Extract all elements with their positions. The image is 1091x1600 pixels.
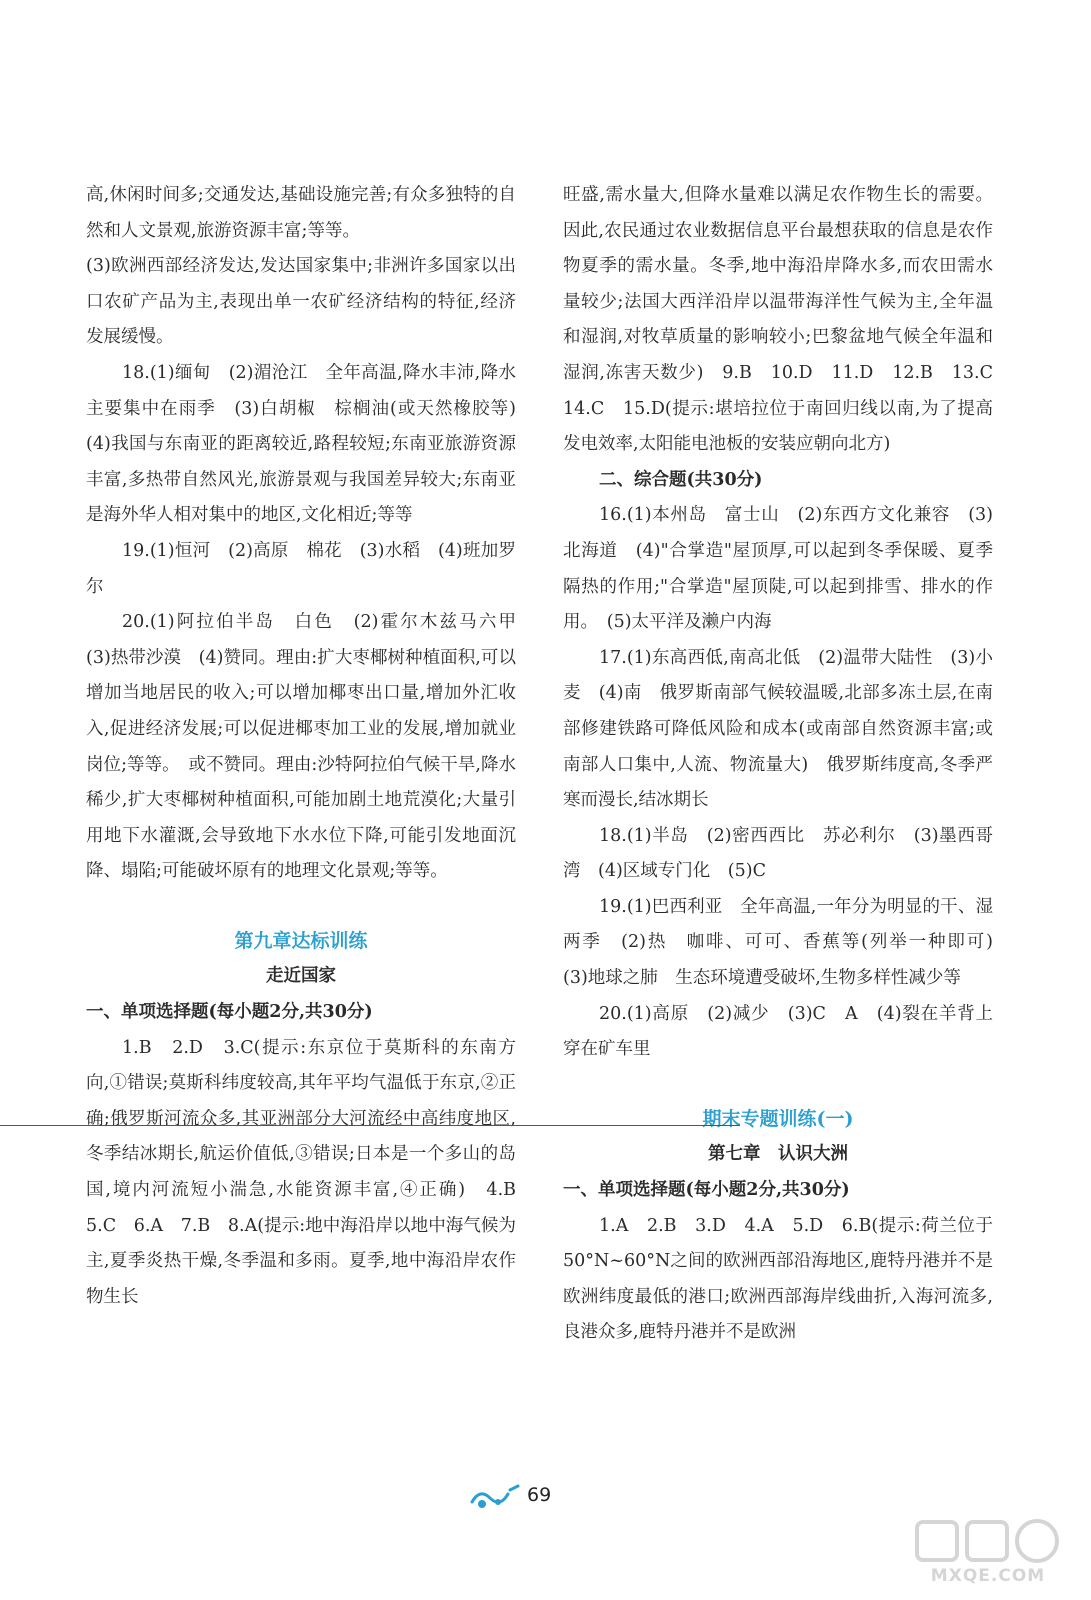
section-subtitle-chapter-7: 第七章 认识大洲 <box>708 1144 848 1165</box>
left-column <box>86 178 534 1315</box>
answer-20: 20.(1)阿拉伯半岛 白色 (2)霍尔木兹马六甲 (3)热带沙漠 (4)赞同。理由:扩大枣椰树种植面积,可以增加当地居民的收入;可以增加椰枣出口量,增加外汇收入,促进经济发展;可以促进椰枣加工业的发展,增加就业岗位;等等。 或不赞同。理由:沙特阿拉伯气候干旱,降水稀少,扩大枣椰树种植面积,可能加剧土地荒漠化;大量引用地下水灌溉,会导致地下水水位下降,可能引发地面沉降、塌陷;可能破坏原有的地理文化景观;等等。 <box>86 612 534 882</box>
section-title-final-training: 期末专题训练(一) <box>702 1107 854 1130</box>
section-label-single-choice-2: 一、单项选择题(每小题2分,共30分) <box>563 1180 850 1201</box>
answer-18-right: 18.(1)半岛 (2)密西西比 苏必利尔 (3)墨西哥湾 (4)区域专门化 (5)C <box>563 825 993 882</box>
page-footer <box>0 1480 1091 1520</box>
horizontal-rule <box>0 1125 740 1126</box>
answer-19-right: 19.(1)巴西利亚 全年高温,一年分为明显的干、湿两季 (2)热 咖啡、可可、香蕉等(列举一种即可) (3)地球之肺 生态环境遭受破坏,生物多样性减少等 <box>563 896 1011 989</box>
answer-20-right: 20.(1)高原 (2)减少 (3)C A (4)裂在羊背上 穿在矿车里 <box>563 1003 1011 1060</box>
footer-ornament-icon <box>470 1482 522 1512</box>
answer-17: 17.(1)东高西低,南高北低 (2)温带大陆性 (3)小麦 (4)南 俄罗斯南部气候较温暖,北部多冻土层,在南部修建铁路可降低风险和成本(或南部自然资源丰富;或南部人口集中,人流、物流量大) 俄罗斯纬度高,冬季严寒而漫长,结冰期长 <box>563 647 993 811</box>
answer-19: 19.(1)恒河 (2)高原 棉花 (3)水稻 (4)班加罗尔 <box>86 540 516 597</box>
section-title-chapter-9: 第九章达标训练 <box>234 929 368 952</box>
answers-1-8: 1.B 2.D 3.C(提示:东京位于莫斯科的东南方向,①错误;莫斯科纬度较高,其年平均气温低于东京,②正确;俄罗斯河流众多,其亚洲部分大河流经中高纬度地区,冬季结冰期长,航运价值低,③错误;日本是一个多山的岛国,境内河流短小湍急,水能资源丰富,④正确) 4.B 5.C 6.A 7.B 8.A(提示:地中海沿岸以地中海气候为主,夏季炎热干燥,冬季温和多雨。夏季,地中海沿岸农作物生长 <box>86 1037 534 1307</box>
right-column <box>563 178 1011 1351</box>
watermark-emblem-icon <box>913 1516 1063 1566</box>
watermark-text: MXQE.COM <box>930 1566 1046 1586</box>
right-paragraph-1: 旺盛,需水量大,但降水量难以满足农作物生长的需要。因此,农民通过农业数据信息平台最想获取的信息是农作物夏季的需水量。冬季,地中海沿岸降水多,而农田需水量较少;法国大西洋沿岸以温带海洋性气候为主,全年温和湿润,对牧草质量的影响较小;巴黎盆地气候全年温和湿润,冻害天数少) 9.B 10.D 11.D 12.B 13.C 14.C 15.D(提示:堪培拉位于南回归线以南,为了提高发电效率,太阳能电池板的安装应朝向北方) <box>563 185 1011 455</box>
left-paragraph-2: (3)欧洲西部经济发达,发达国家集中;非洲许多国家以出口农矿产品为主,表现出单一农矿经济结构的特征,经济发展缓慢。 <box>86 256 516 348</box>
answer-16: 16.(1)本州岛 富士山 (2)东西方文化兼容 (3)北海道 (4)"合掌造"屋顶厚,可以起到冬季保暖、夏季隔热的作用;"合掌造"屋顶陡,可以起到排雪、排水的作用。 (5)太平洋及濑户内海 <box>563 505 993 633</box>
section-label-single-choice: 一、单项选择题(每小题2分,共30分) <box>86 1002 373 1023</box>
left-paragraph-1: 高,休闲时间多;交通发达,基础设施完善;有众多独特的自然和人文景观,旅游资源丰富;等等。 <box>86 185 516 241</box>
watermark-logo <box>913 1516 1063 1586</box>
page-number: 69 <box>527 1484 552 1506</box>
answer-18: 18.(1)缅甸 (2)湄沧江 全年高温,降水丰沛,降水主要集中在雨季 (3)白胡椒 棕榈油(或天然橡胶等) (4)我国与东南亚的距离较近,路程较短;东南亚旅游资源丰富,多热带自然风光,旅游景观与我国差异较大;东南亚是海外华人相对集中的地区,文化相近;等等 <box>86 362 534 526</box>
answers-final-1-6: 1.A 2.B 3.D 4.A 5.D 6.B(提示:荷兰位于50°N~60°N之间的欧洲西部沿海地区,鹿特丹港并不是欧洲纬度最低的港口;欧洲西部海岸线曲折,入海河流多,良港众多,鹿特丹港并不是欧洲 <box>563 1215 993 1343</box>
section-subtitle: 走近国家 <box>266 966 336 987</box>
section-label-comprehensive: 二、综合题(共30分) <box>599 469 763 490</box>
